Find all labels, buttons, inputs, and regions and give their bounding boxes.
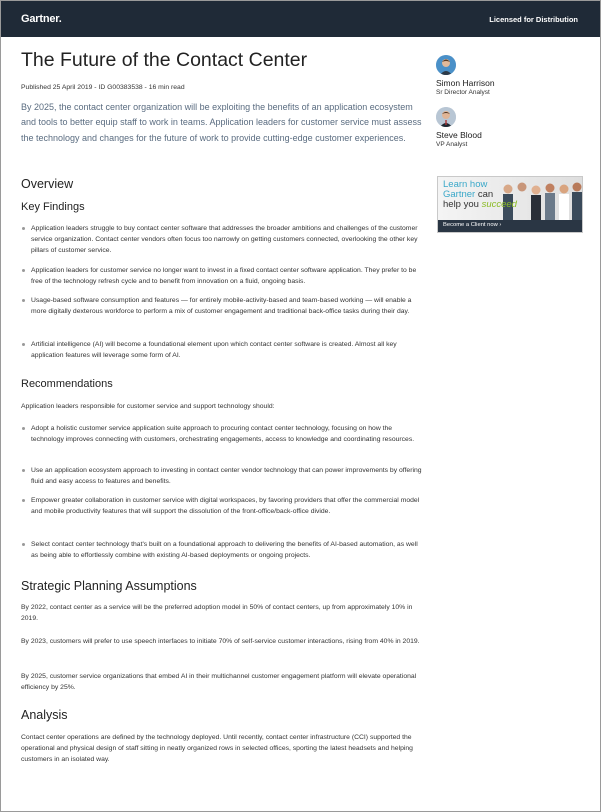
top-bar <box>1 1 600 37</box>
key-findings-list <box>21 295 423 317</box>
gartner-logo[interactable]: Gartner. <box>21 13 62 25</box>
publication-meta: Published 25 April 2019 - ID G00383538 - 16 min read <box>21 84 185 91</box>
author-name[interactable]: Steve Blood <box>436 130 482 140</box>
list-item: Artificial intelligence (AI) will become a foundational element upon which contact center software is created. Almost all key application features will leverage some form of AI. <box>21 339 423 361</box>
summary-lead: By 2025, the contact center organization will be exploiting the benefits of an application ecosystem and tools to better equip staff to work in teams. Application leaders for customer service must assess the technology and changes for the future of work to provide cutting-edge customer experiences. <box>21 102 422 143</box>
assumption-paragraph: By 2022, contact center as a service will be the preferred adoption model in 50% of contact centers, up from approximately 10% in 2019. <box>21 604 413 622</box>
assumption-paragraph: By 2023, customers will prefer to use speech interfaces to initiate 70% of self-service customer interactions, rising from 40% in 2019. <box>21 638 420 645</box>
key-findings-list <box>21 223 423 256</box>
become-client-link[interactable]: Become a Client now › <box>443 222 502 228</box>
author-role: Sr Director Analyst <box>436 89 490 96</box>
key-findings-heading: Key Findings <box>21 201 85 213</box>
author-avatar <box>436 107 456 127</box>
analysis-heading: Analysis <box>21 708 68 722</box>
recommendations-list <box>21 539 423 561</box>
list-item: Adopt a holistic customer service application suite approach to procuring contact center technology, focusing on how the technology improves connecting with customers, orchestrating engagements, access to knowledge and coordinating resources. <box>21 423 423 445</box>
license-label: Licensed for Distribution <box>489 15 578 24</box>
list-item: Application leaders for customer service no longer want to invest in a fixed contact center software application. They prefer to be free of the technology refresh cycle and to benefit from innovation on a fluid, ongoing basis. <box>21 265 423 287</box>
recommendations-list <box>21 465 423 487</box>
key-findings-list <box>21 265 423 287</box>
author-role: VP Analyst <box>436 141 468 148</box>
key-findings-list <box>21 339 423 361</box>
recommendations-list <box>21 495 423 517</box>
overview-heading: Overview <box>21 177 74 191</box>
analysis-paragraph: Contact center operations are defined by the technology deployed. Until recently, contact center infrastructure (CCI) supported the operational and physical design of staff sitting in neatly organized rows in selected offices, sporting the latest headsets and helping customers in an isolated way. <box>21 734 413 763</box>
banner-cta-bar[interactable] <box>438 220 582 232</box>
become-client-banner[interactable] <box>437 176 583 233</box>
list-item: Usage-based software consumption and features — for entirely mobile-activity-based and team-based working — will enable a more digitally dexterous workforce to perform a mix of customer engagement and traditional back-office tasks during their day. <box>21 295 423 317</box>
author-card[interactable] <box>436 55 586 107</box>
page-title: The Future of the Contact Center <box>21 49 308 71</box>
list-item: Empower greater collaboration in customer service with digital workspaces, by favoring providers that offer the commercial model and mobile productivity features that will support the dissolution of the front-office/back-office divide. <box>21 495 423 517</box>
banner-text: Learn how Gartner can help you succeed <box>443 179 517 210</box>
list-item: Use an application ecosystem approach to investing in contact center vendor technology that can power improvements by offering fluid and easy access to features and benefits. <box>21 465 423 487</box>
author-name[interactable]: Simon Harrison <box>436 78 495 88</box>
list-item: Application leaders struggle to buy contact center software that addresses the broader ambitions and challenges of the customer service organization. Contact center vendors often focus too narrowly on getting customers connected, overlooking the other key pillars of customer service. <box>21 223 423 256</box>
author-avatar <box>436 55 456 75</box>
author-card[interactable] <box>436 107 586 159</box>
assumption-paragraph: By 2025, customer service organizations that embed AI in their multichannel customer engagement platform will elevate operational efficiency by 25%. <box>21 673 417 691</box>
recommendations-heading: Recommendations <box>21 378 113 390</box>
strategic-planning-heading: Strategic Planning Assumptions <box>21 579 197 593</box>
document-header <box>21 49 425 146</box>
authors-panel <box>436 55 586 159</box>
list-item: Select contact center technology that's built on a foundational approach to delivering the benefits of AI-based automation, as well as being able to effortlessly combine with existing AI-based deployments or ongoing projects. <box>21 539 423 561</box>
recommendations-list <box>21 423 423 445</box>
recommendations-intro: Application leaders responsible for customer service and support technology should: <box>21 403 275 410</box>
